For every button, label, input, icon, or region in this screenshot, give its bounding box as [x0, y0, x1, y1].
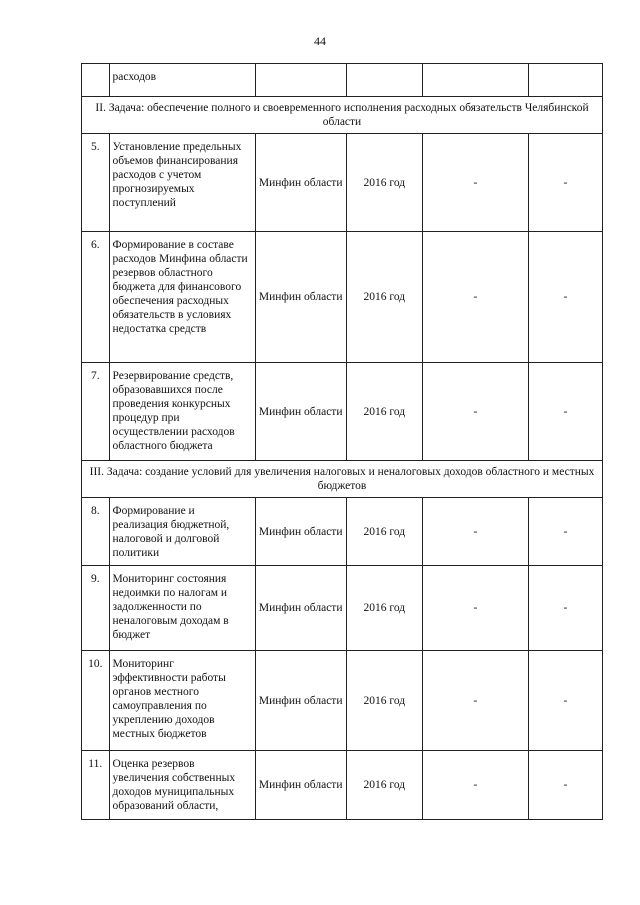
responsible-org: Минфин области [255, 566, 346, 651]
measure-name: Резервирование средств, образовавшихся после проведения конкурсных процедур при осуществлении расходов областного бюджета [109, 363, 255, 461]
task-heading: II. Задача: обеспечение полного и своевременного исполнения расходных обязательств Челябинской области [82, 97, 603, 134]
indicator-cell: - [422, 134, 528, 232]
row-number: 9. [82, 566, 110, 651]
deadline: 2016 год [346, 363, 422, 461]
measure-name: расходов [109, 64, 255, 97]
responsible-org: Минфин области [255, 651, 346, 751]
table-row [82, 498, 603, 566]
indicator-cell: - [422, 232, 528, 363]
table-row [82, 134, 603, 232]
table-row [82, 64, 603, 97]
measure-name: Мониторинг эффективности работы органов местного самоуправления по укреплению доходов местных бюджетов [109, 651, 255, 751]
deadline: 2016 год [346, 134, 422, 232]
task-heading-row [82, 461, 603, 498]
page-number: 44 [314, 34, 326, 48]
responsible-org: Минфин области [255, 232, 346, 363]
task-heading: III. Задача: создание условий для увеличения налоговых и неналоговых доходов областного и местных бюджетов [82, 461, 603, 498]
value-cell: - [528, 651, 602, 751]
indicator-cell: - [422, 498, 528, 566]
value-cell: - [528, 232, 602, 363]
responsible-org: Минфин области [255, 498, 346, 566]
measure-name: Установление предельных объемов финансирования расходов с учетом прогнозируемых поступлений [109, 134, 255, 232]
indicator-cell: - [422, 751, 528, 820]
table-row [82, 651, 603, 751]
measure-name: Формирование и реализация бюджетной, налоговой и долговой политики [109, 498, 255, 566]
responsible-org: Минфин области [255, 751, 346, 820]
table-row [82, 363, 603, 461]
row-number: 11. [82, 751, 110, 820]
measure-name: Формирование в составе расходов Минфина области резервов областного бюджета для финансового обеспечения расходных обязательств в условиях недостатка средств [109, 232, 255, 363]
responsible-org: Минфин области [255, 134, 346, 232]
row-number: 7. [82, 363, 110, 461]
task-heading-row [82, 97, 603, 134]
measures-table [81, 63, 603, 820]
deadline: 2016 год [346, 751, 422, 820]
indicator-cell: - [422, 363, 528, 461]
measure-name: Оценка резервов увеличения собственных доходов муниципальных образований области, [109, 751, 255, 820]
deadline: 2016 год [346, 232, 422, 363]
table-row [82, 566, 603, 651]
measure-name: Мониторинг состояния недоимки по налогам и задолженности по неналоговым доходам в бюджет [109, 566, 255, 651]
deadline: 2016 год [346, 651, 422, 751]
indicator-cell: - [422, 566, 528, 651]
indicator-cell: - [422, 651, 528, 751]
responsible-org: Минфин области [255, 363, 346, 461]
value-cell: - [528, 751, 602, 820]
row-number: 8. [82, 498, 110, 566]
value-cell: - [528, 134, 602, 232]
deadline: 2016 год [346, 566, 422, 651]
value-cell: - [528, 566, 602, 651]
row-number: 10. [82, 651, 110, 751]
row-number: 5. [82, 134, 110, 232]
value-cell: - [528, 498, 602, 566]
row-number: 6. [82, 232, 110, 363]
table-row [82, 232, 603, 363]
value-cell: - [528, 363, 602, 461]
deadline: 2016 год [346, 498, 422, 566]
table-row [82, 751, 603, 820]
